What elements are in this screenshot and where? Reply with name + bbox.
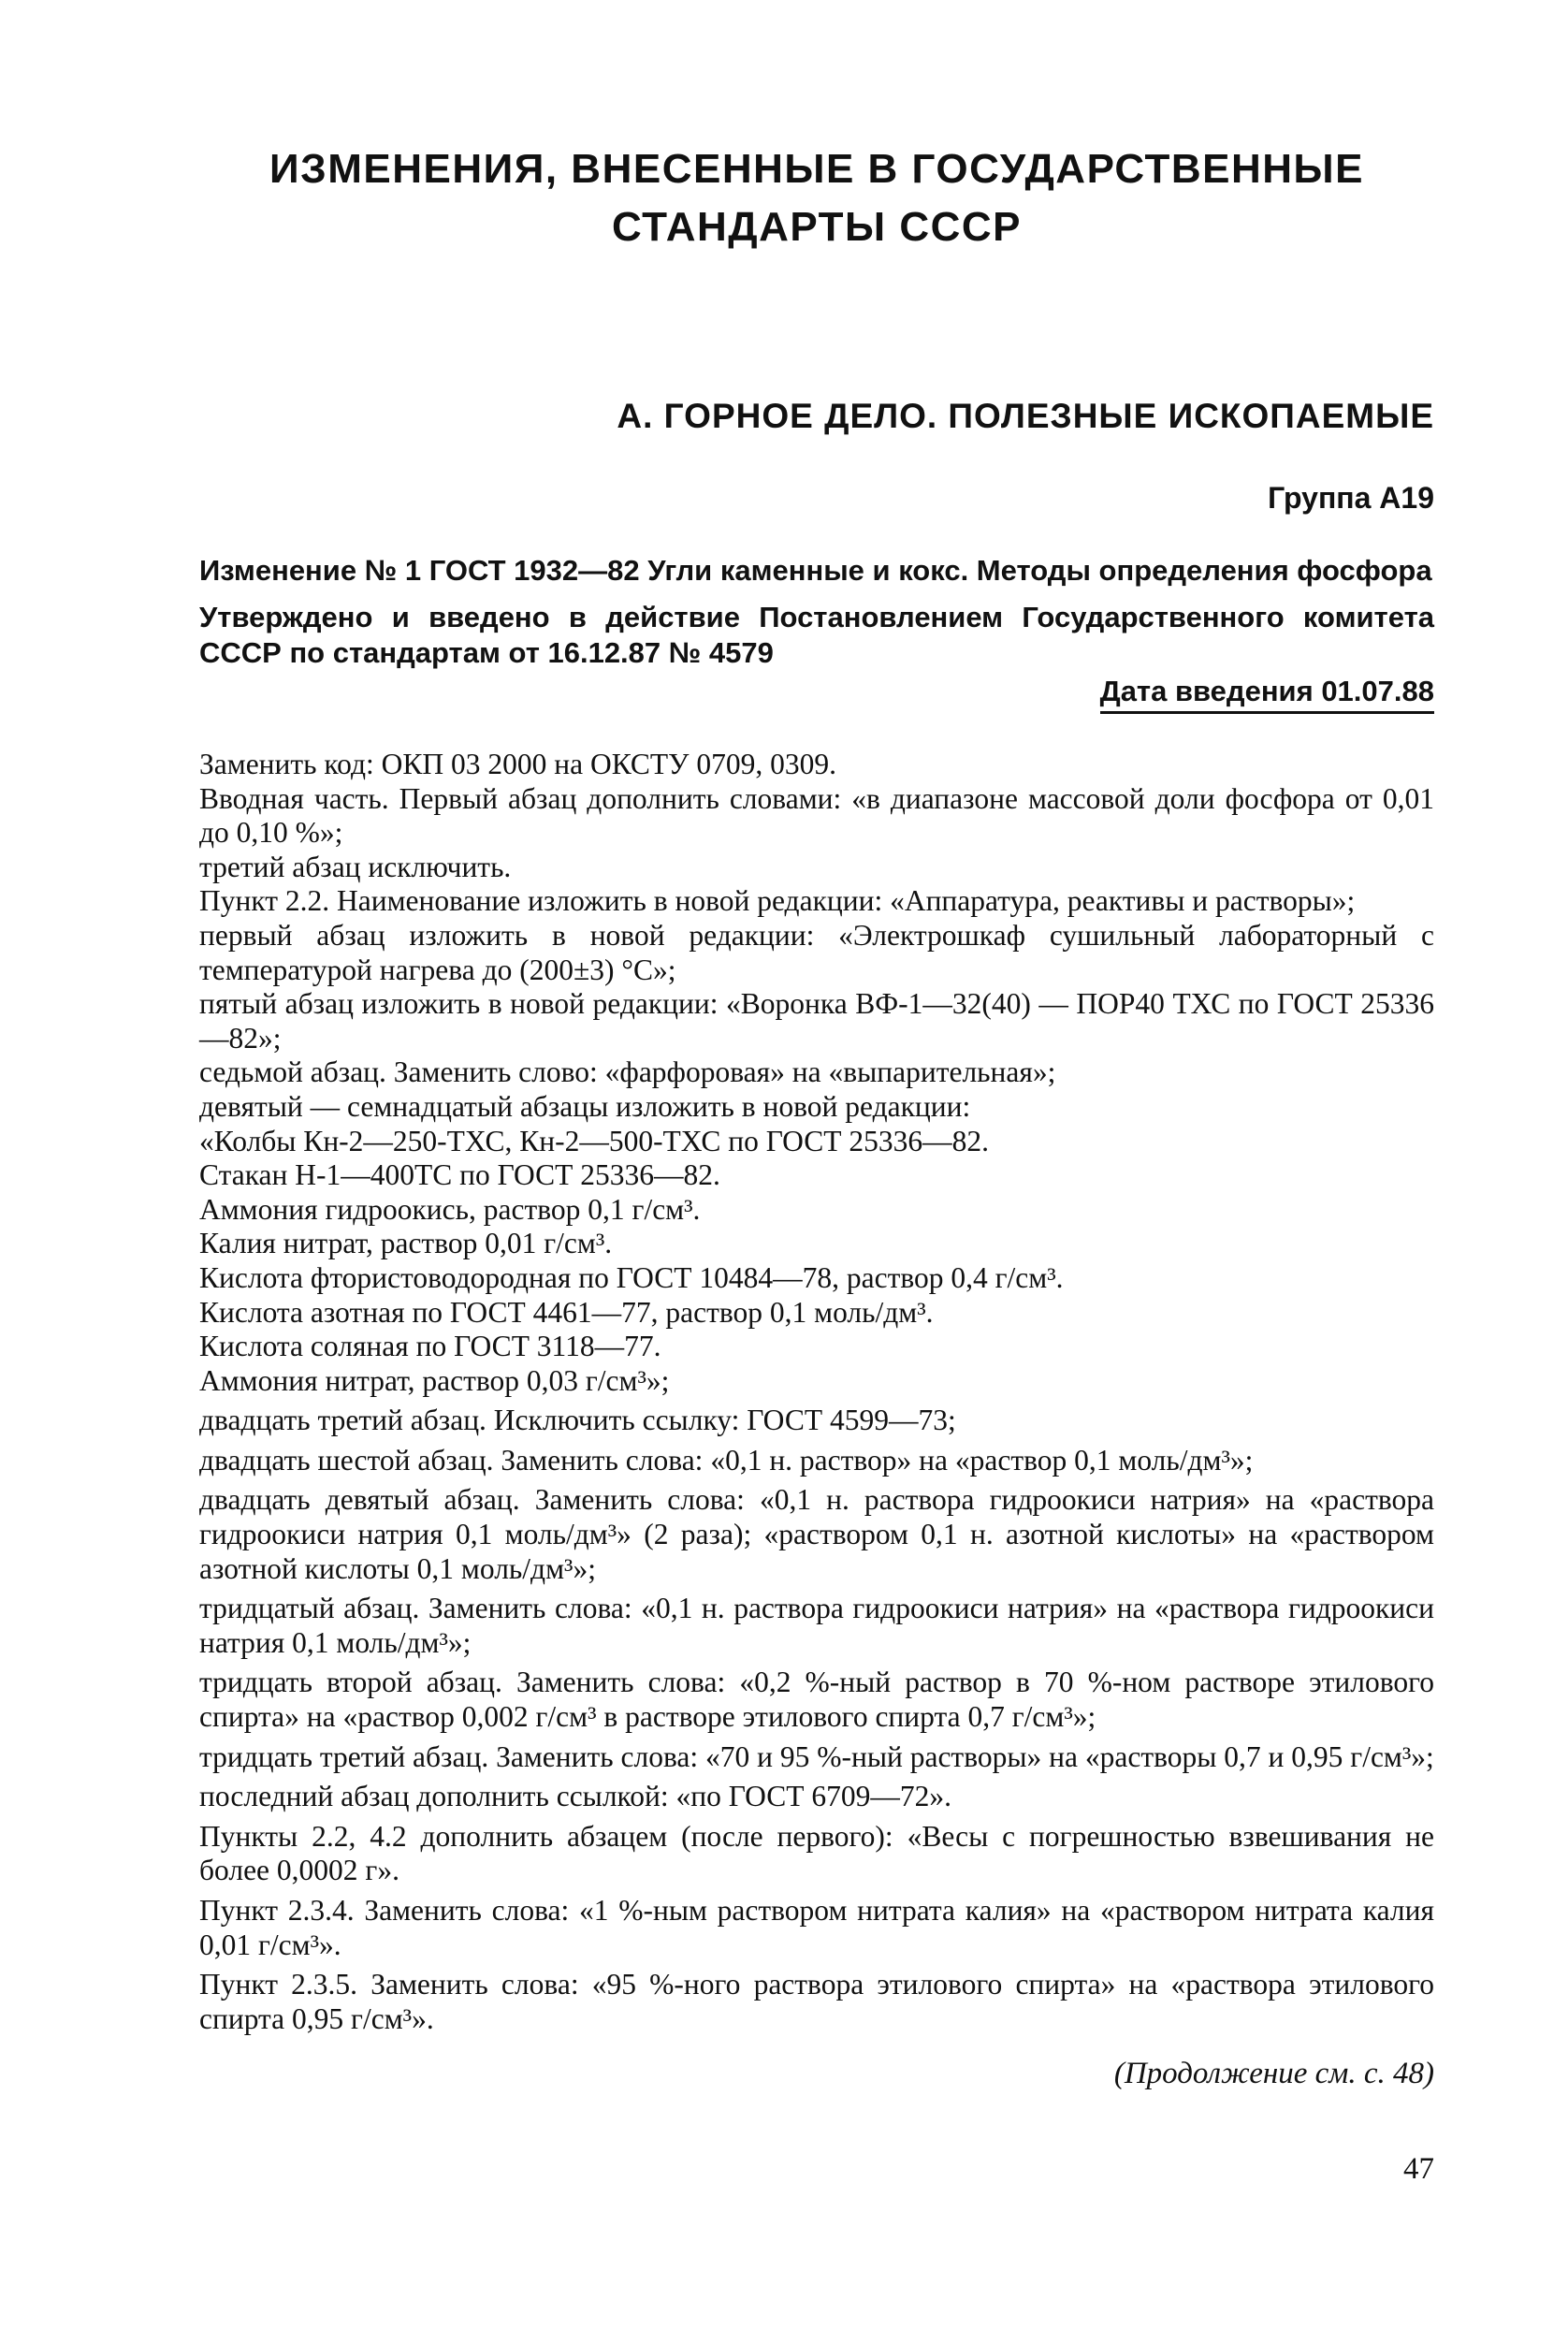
- body-paragraph: «Колбы Кн-2—250-ТХС, Кн-2—500-ТХС по ГОСТ 25336—82.: [199, 1124, 990, 1157]
- body-paragraph: двадцать девятый абзац. Заменить слова: «0,1 н. раствора гидроокиси натрия» на «раствора гидроокиси натрия 0,1 моль/дм³» (2 раза); «раствором 0,1 н. азотной кислоты» на «раствором азотной кислоты 0,1 моль/дм³»;: [199, 1483, 1434, 1585]
- body-paragraph: Вводная часть. Первый абзац дополнить словами: «в диапазоне массовой доли фосфора от 0,01 до 0,10 %»;: [199, 781, 1434, 850]
- body-paragraph: Аммония гидроокись, раствор 0,1 г/см³.: [199, 1192, 701, 1226]
- body-paragraph: Кислота азотная по ГОСТ 4461—77, раствор 0,1 моль/дм³.: [199, 1295, 934, 1329]
- body-paragraph: пятый абзац изложить в новой редакции: «Воронка ВФ-1—32(40) — ПОР40 ТХС по ГОСТ 25336—82»;: [199, 987, 1434, 1055]
- group-label: Группа А19: [1268, 481, 1434, 515]
- body-paragraph: Аммония нитрат, раствор 0,03 г/см³»;: [199, 1363, 670, 1397]
- body-paragraph: тридцать третий абзац. Заменить слова: «70 и 95 %-ный растворы» на «растворы 0,7 и 0,95 г/см³»;: [199, 1739, 1434, 1773]
- body-paragraph: тридцатый абзац. Заменить слова: «0,1 н. раствора гидроокиси натрия» на «раствора гидроокиси натрия 0,1 моль/дм³»;: [199, 1592, 1434, 1659]
- body-paragraph: двадцать третий абзац. Исключить ссылку: ГОСТ 4599—73;: [199, 1404, 956, 1437]
- body-paragraph: Калия нитрат, раствор 0,01 г/см³.: [199, 1227, 613, 1260]
- main-title-line-2: СТАНДАРТЫ СССР: [611, 204, 1023, 250]
- body-paragraph: девятый — семнадцатый абзацы изложить в новой редакции:: [199, 1089, 971, 1123]
- body-paragraph: первый абзац изложить в новой редакции: «Электрошкаф сушильный лабораторный с температурой нагрева до (200±3) °С»;: [199, 918, 1434, 986]
- body-paragraph: Заменить код: ОКП 03 2000 на ОКСТУ 0709, 0309.: [199, 748, 836, 780]
- body-paragraph: Кислота фтористоводородная по ГОСТ 10484—78, раствор 0,4 г/см³.: [199, 1260, 1064, 1294]
- document-page: [199, 140, 1434, 2091]
- effective-date: Дата введения 01.07.88: [1100, 675, 1434, 714]
- body-paragraph: Пункт 2.2. Наименование изложить в новой редакции: «Аппаратура, реактивы и растворы»;: [199, 884, 1356, 918]
- continuation-note: (Продолжение см. с. 48): [1113, 2057, 1434, 2091]
- body-paragraph: Пункты 2.2, 4.2 дополнить абзацем (после первого): «Весы с погрешностью взвешивания не более 0,0002 г».: [199, 1819, 1434, 1887]
- main-title-line-1: ИЗМЕНЕНИЯ, ВНЕСЕННЫЕ В ГОСУДАРСТВЕННЫЕ: [269, 146, 1364, 192]
- body-paragraph: Пункт 2.3.4. Заменить слова: «1 %-ным раствором нитрата калия» на «раствором нитрата калия 0,01 г/см³».: [199, 1894, 1434, 1961]
- page-number: 47: [1403, 2152, 1434, 2186]
- effective-date-line: [199, 675, 1434, 714]
- body-paragraph: последний абзац дополнить ссылкой: «по ГОСТ 6709—72».: [199, 1780, 952, 1813]
- body-paragraph: седьмой абзац. Заменить слово: «фарфоровая» на «выпарительная»;: [199, 1055, 1056, 1089]
- body-paragraph: Пункт 2.3.5. Заменить слова: «95 %-ного раствора этилового спирта» на «раствора этилового спирта 0,95 г/см³».: [199, 1968, 1434, 2035]
- body-paragraph: тридцать второй абзац. Заменить слова: «0,2 %-ный раствор в 70 %-ном растворе этилового спирта» на «раствор 0,002 г/см³ в растворе этилового спирта 0,7 г/см³»;: [199, 1666, 1434, 1734]
- body-paragraph: Кислота соляная по ГОСТ 3118—77.: [199, 1330, 661, 1363]
- section-title: А. ГОРНОЕ ДЕЛО. ПОЛЕЗНЫЕ ИСКОПАЕМЫЕ: [617, 397, 1434, 435]
- change-title: Изменение № 1 ГОСТ 1932—82 Угли каменные и кокс. Методы определения фосфора: [199, 554, 1432, 587]
- body-paragraph: двадцать шестой абзац. Заменить слова: «0,1 н. раствор» на «раствор 0,1 моль/дм³»;: [199, 1443, 1254, 1477]
- body-paragraph: третий абзац исключить.: [199, 850, 512, 883]
- main-title: [199, 140, 1434, 256]
- approval-statement: Утверждено и введено в действие Постановлением Государственного комитета СССР по стандартам от 16.12.87 № 4579: [199, 601, 1434, 669]
- body-paragraph: Стакан Н-1—400ТС по ГОСТ 25336—82.: [199, 1158, 720, 1192]
- change-body: [199, 748, 1434, 2036]
